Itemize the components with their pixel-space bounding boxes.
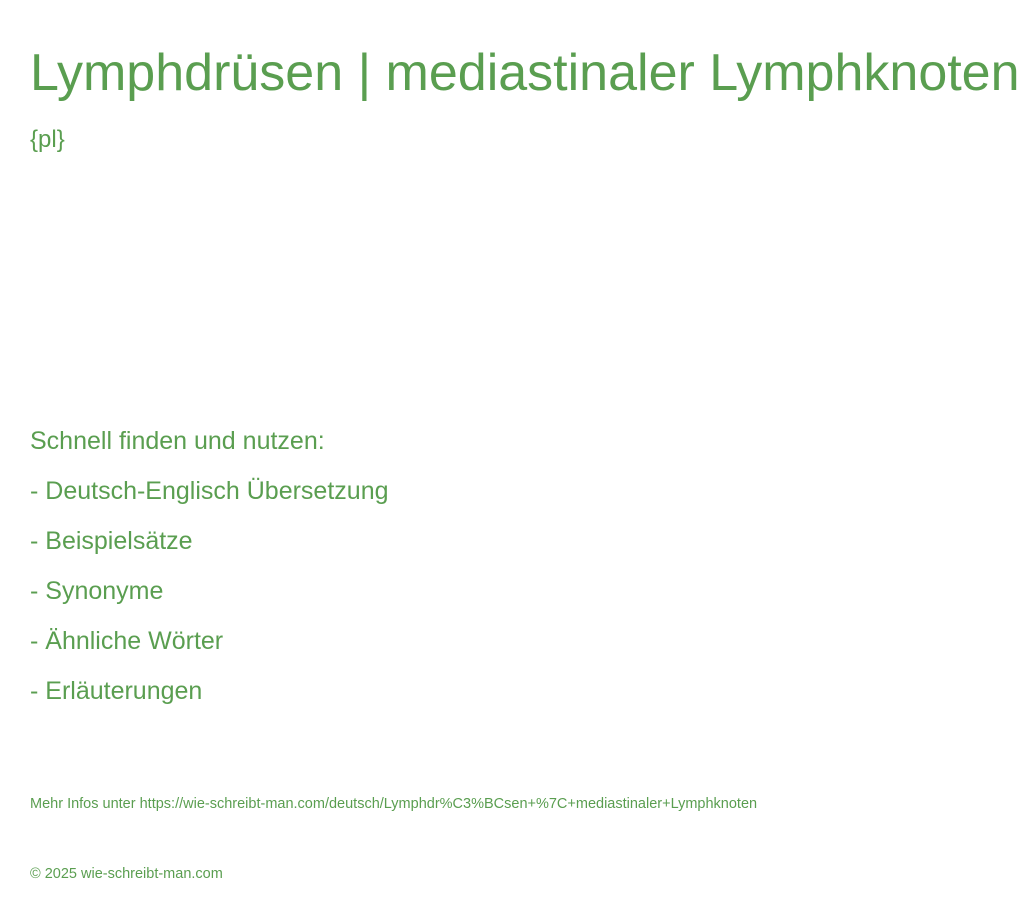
page-title: Lymphdrüsen | mediastinaler Lymphknoten — [30, 44, 1020, 102]
plural-tag: {pl} — [30, 126, 65, 153]
feature-item-translation: - Deutsch-Englisch Übersetzung — [30, 477, 389, 505]
copyright-text: © 2025 wie-schreibt-man.com — [30, 866, 223, 882]
feature-item-explanations: - Erläuterungen — [30, 677, 203, 705]
feature-list — [30, 473, 389, 723]
features-section — [30, 423, 389, 723]
feature-item-synonyms: - Synonyme — [30, 577, 164, 605]
features-heading: Schnell finden und nutzen: — [30, 427, 325, 455]
feature-item-similar-words: - Ähnliche Wörter — [30, 627, 224, 655]
more-info-text: Mehr Infos unter https://wie-schreibt-man.com/deutsch/Lymphdr%C3%BCsen+%7C+mediastinaler+Lymphknoten — [30, 796, 758, 812]
feature-item-example-sentences: - Beispielsätze — [30, 527, 193, 555]
